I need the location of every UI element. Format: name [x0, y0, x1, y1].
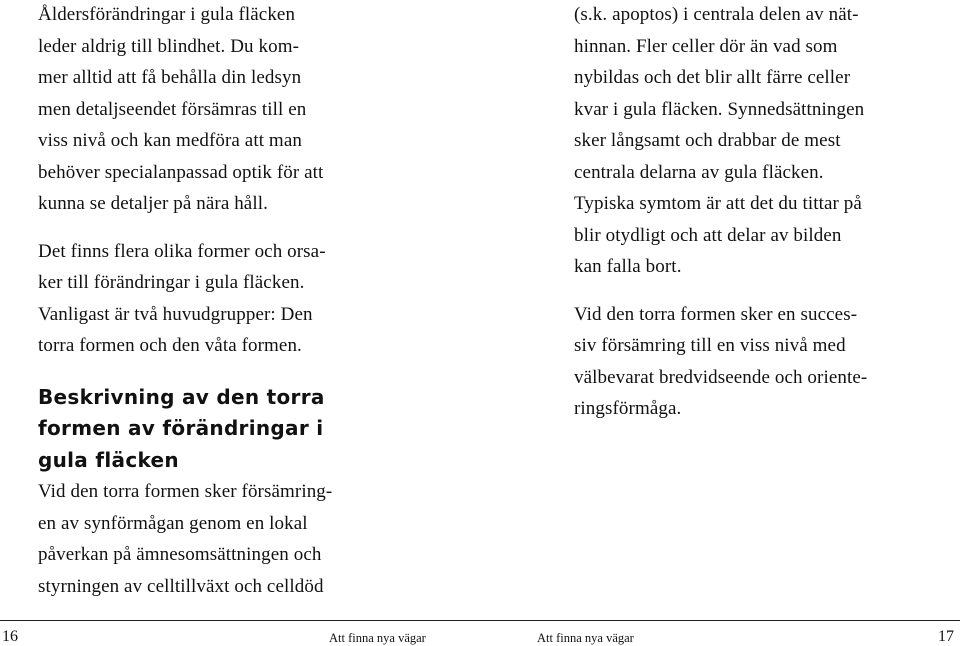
paragraph-intro [38, 0, 458, 220]
running-title-left: Att finna nya vägar [329, 631, 426, 645]
heading-line: formen av förändringar i [38, 416, 324, 440]
text-line: Vid den torra formen sker en succes- [574, 303, 858, 325]
text-line: (s.k. apoptos) i centrala delen av nät- [574, 4, 859, 25]
page-number-right: 17 [938, 628, 954, 645]
section-heading [38, 382, 458, 477]
paragraph-gap [574, 283, 944, 299]
page-number-left: 16 [2, 628, 18, 645]
text-line: torra formen och den våta formen. [38, 335, 302, 356]
text-line: behöver specialanpassad optik för att [38, 161, 324, 183]
right-page-text [574, 0, 944, 425]
footer-rule [0, 620, 960, 621]
text-line: påverkan på ämnesomsättningen och [38, 544, 322, 565]
text-line: kunna se detaljer på nära håll. [38, 193, 268, 214]
text-line: siv försämring till en viss nivå med [574, 335, 846, 356]
paragraph-forms [38, 236, 458, 362]
text-line: nybildas och det blir allt färre celler [574, 67, 851, 88]
text-line: centrala delarna av gula fläcken. [574, 161, 824, 183]
running-title-right: Att finna nya vägar [537, 631, 634, 645]
text-line: viss nivå och kan medföra att man [38, 130, 302, 151]
text-line: leder aldrig till blindhet. Du kom- [38, 35, 300, 57]
text-line: blir otydligt och att delar av bilden [574, 224, 842, 246]
paragraph-gap [38, 220, 458, 236]
text-line: kan falla bort. [574, 256, 682, 277]
paragraph-dry-form-progress [574, 299, 944, 425]
text-line: ker till förändringar i gula fläcken. [38, 272, 305, 293]
heading-line: gula fläcken [38, 447, 179, 472]
text-line: styrningen av celltillväxt och celldöd [38, 575, 324, 597]
paragraph-continuation [574, 0, 944, 283]
text-line: Typiska symtom är att det du tittar på [574, 193, 862, 214]
text-line: men detaljseendet försämras till en [38, 98, 307, 120]
text-line: en av synförmågan genom en lokal [38, 512, 308, 534]
text-line: Det finns flera olika former och orsa- [38, 240, 326, 262]
heading-line: Beskrivning av den torra [38, 384, 325, 409]
text-line: sker långsamt och drabbar de mest [574, 130, 841, 151]
text-line: Åldersförändringar i gula fläcken [38, 4, 296, 25]
text-line: Vanligast är två huvudgrupper: Den [38, 303, 313, 325]
text-line: hinnan. Fler celler dör än vad som [574, 35, 838, 57]
text-line: välbevarat bredvidseende och oriente- [574, 366, 868, 388]
text-line: kvar i gula fläcken. Synnedsättningen [574, 98, 865, 120]
text-line: ringsförmåga. [574, 398, 682, 419]
left-page-text [38, 0, 458, 602]
paragraph-dry-form [38, 476, 458, 602]
text-line: mer alltid att få behålla din ledsyn [38, 67, 302, 88]
paragraph-gap [38, 362, 458, 382]
text-line: Vid den torra formen sker försämring- [38, 481, 333, 502]
